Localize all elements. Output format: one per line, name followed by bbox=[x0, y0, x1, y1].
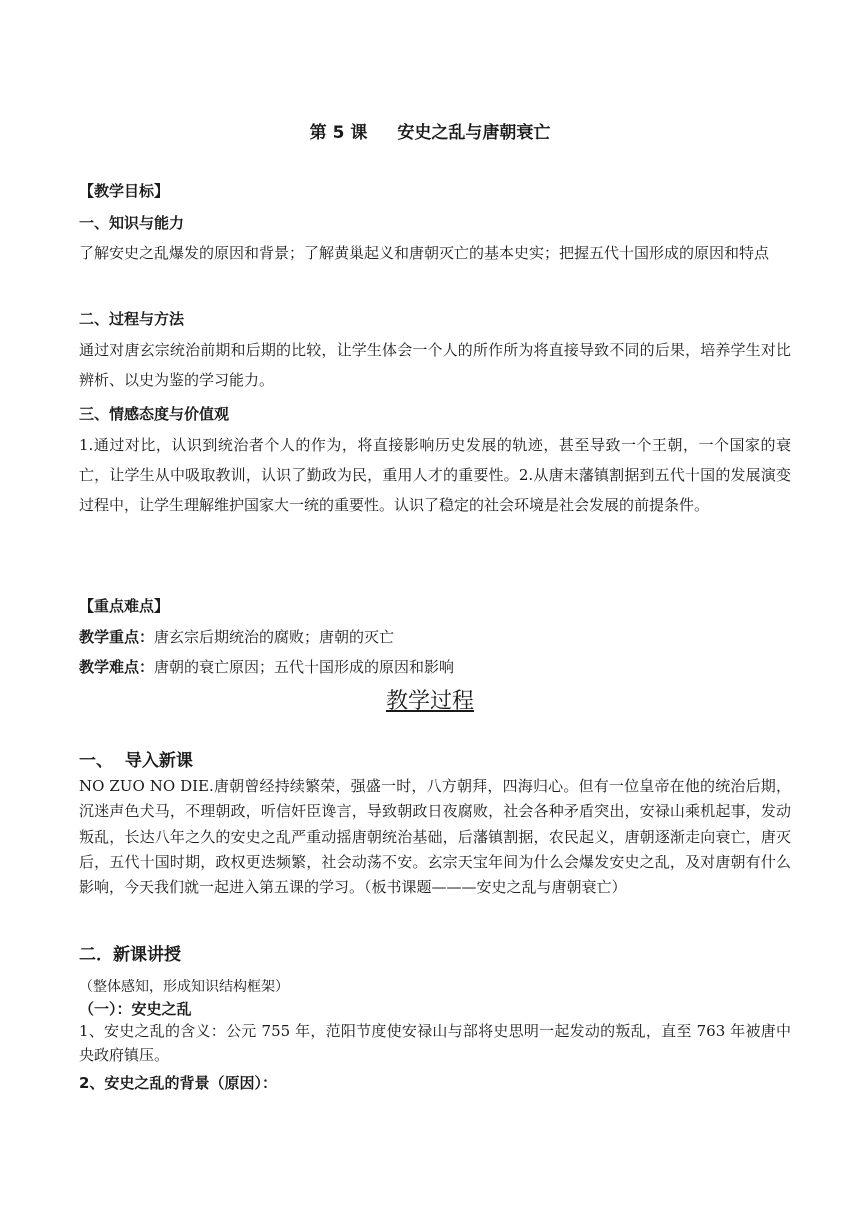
focus-text: 唐玄宗后期统治的腐败；唐朝的灭亡 bbox=[154, 628, 395, 646]
new-lesson-note: （整体感知，形成知识结构框架） bbox=[79, 979, 289, 995]
section1-text: 了解安史之乱爆发的原因和背景；了解黄巢起义和唐朝灭亡的基本史实；把握五代十国形成的原因和特点 bbox=[79, 244, 770, 262]
difficulty-line bbox=[79, 657, 784, 677]
subsection1-title: （一）：安史之乱 bbox=[79, 1000, 192, 1018]
section3-title: 三、情感态度与价值观 bbox=[79, 405, 230, 423]
difficulty-label: 教学难点： bbox=[79, 658, 155, 676]
section3-text: 1.通过对比，认识到统治者个人的作为，将直接影响历史发展的轨迹，甚至导致一个王朝，一个国家的衰亡，让学生从中吸取教训，认识了勤政为民，重用人才的重要性。2.从唐末藩镇割据到五代十国的发展演变过程中，让学生理解维护国家大一统的重要性。认识了稳定的社会环境是社会发展的前提条件。 bbox=[79, 436, 791, 514]
item1-text: 1、安史之乱的含义：公元 755 年，范阳节度使安禄山与部将史思明一起发动的叛乱，直至 763 年被唐中央政府镇压。 bbox=[79, 1022, 791, 1064]
intro-title: 一、 导入新课 bbox=[79, 751, 193, 771]
process-title: 教学过程 bbox=[385, 689, 474, 714]
intro-text: NO ZUO NO DIE.唐朝曾经持续繁荣，强盛一时，八方朝拜，四海归心。但有一位皇帝在他的统治后期，沉迷声色犬马，不理朝政，听信奸臣谗言，导致朝政日夜腐败，社会各种矛盾突出，安禄山乘机起事，发动叛乱，长达八年之久的安史之乱严重动摇唐朝统治基础，后藩镇割据，农民起义，唐朝逐渐走向衰亡，唐灭后，五代十国时期，政权更迭频繁，社会动荡不安。玄宗天宝年间为什么会爆发安史之乱，及对唐朝有什么影响，今天我们就一起进入第五课的学习。（板书课题———安史之乱与唐朝衰亡） bbox=[79, 777, 791, 897]
difficulty-text: 唐朝的衰亡原因；五代十国形成的原因和影响 bbox=[154, 658, 455, 676]
item2-text: 2、安史之乱的背景（原因）： bbox=[79, 1074, 277, 1092]
new-lesson-title: 二．新课讲授 bbox=[79, 945, 181, 965]
focus-label: 教学重点： bbox=[79, 628, 155, 646]
section1-title: 一、知识与能力 bbox=[79, 214, 185, 232]
lesson-name: 安史之乱与唐朝衰亡 bbox=[397, 123, 551, 143]
section2-text: 通过对唐玄宗统治前期和后期的比较，让学生体会一个人的所作所为将直接导致不同的后果，培养学生对比辨析、以史为鉴的学习能力。 bbox=[79, 341, 791, 389]
focus-line bbox=[79, 627, 784, 647]
lesson-title bbox=[0, 118, 860, 143]
lesson-number: 第 5 课 bbox=[309, 123, 368, 143]
section2-title: 二、过程与方法 bbox=[79, 310, 185, 328]
key-points-heading: 【重点难点】 bbox=[79, 597, 170, 615]
goals-heading: 【教学目标】 bbox=[79, 182, 170, 200]
